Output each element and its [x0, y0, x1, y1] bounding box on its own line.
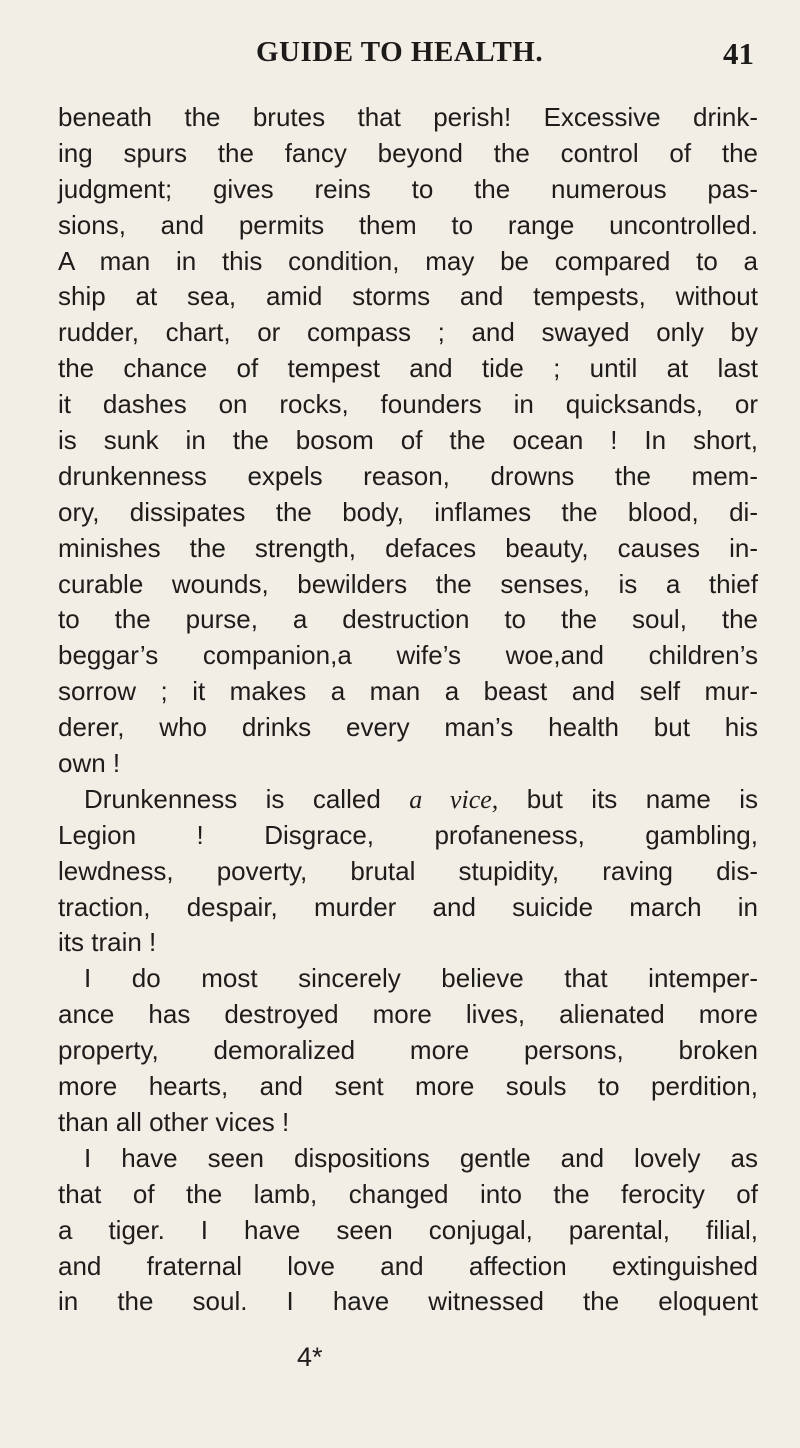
text-line: more hearts, and sent more souls to perdition,	[58, 1071, 758, 1102]
text-line: than all other vices !	[58, 1106, 290, 1137]
text-span: but its name is	[498, 783, 758, 814]
text-line: that of the lamb, changed into the ferocity of	[58, 1178, 758, 1209]
text-line: a tiger. I have seen conjugal, parental, filial,	[58, 1214, 758, 1245]
paragraph-2	[58, 782, 758, 961]
text-line: ship at sea, amid storms and tempests, without	[58, 281, 758, 312]
text-line: I have seen dispositions gentle and lovely as	[84, 1142, 758, 1173]
text-line: derer, who drinks every man’s health but his	[58, 712, 758, 743]
paragraph-1	[58, 100, 758, 782]
text-line: curable wounds, bewilders the senses, is a thief	[58, 568, 758, 599]
text-line	[58, 782, 758, 818]
text-line: and fraternal love and affection extinguished	[58, 1250, 758, 1281]
text-line: beneath the brutes that perish! Excessive drink-	[58, 102, 758, 132]
text-line: its train !	[58, 927, 157, 958]
text-line: ory, dissipates the body, inflames the blood, di-	[58, 496, 758, 527]
text-line: I do most sincerely believe that intemper-	[84, 963, 758, 994]
text-span: Drunkenness is called	[84, 783, 410, 814]
running-head: GUIDE TO HEALTH.	[256, 36, 544, 68]
emphasis-text: a vice,	[409, 784, 499, 814]
text-line: ing spurs the fancy beyond the control of the	[58, 137, 758, 168]
text-line: sorrow ; it makes a man a beast and self mur-	[58, 676, 758, 707]
text-line: own !	[58, 748, 121, 779]
paragraph-3	[58, 961, 758, 1140]
text-line: Legion ! Disgrace, profaneness, gambling,	[58, 819, 758, 850]
text-line: traction, despair, murder and suicide march in	[58, 891, 758, 922]
text-line: A man in this condition, may be compared to a	[58, 245, 758, 276]
text-line: drunkenness expels reason, drowns the mem-	[58, 460, 758, 491]
text-line: to the purse, a destruction to the soul, the	[58, 604, 758, 635]
text-line: judgment; gives reins to the numerous pas-	[58, 173, 758, 204]
text-line: lewdness, poverty, brutal stupidity, raving dis-	[58, 855, 758, 886]
text-line: in the soul. I have witnessed the eloquent	[58, 1286, 758, 1317]
page-number: 41	[723, 36, 754, 71]
text-line: beggar’s companion,a wife’s woe,and children’s	[58, 640, 758, 671]
page-header	[60, 36, 756, 76]
text-line: sions, and permits them to range uncontrolled.	[58, 209, 758, 240]
text-line: property, demoralized more persons, broken	[58, 1035, 758, 1066]
text-line: rudder, chart, or compass ; and swayed only by	[58, 317, 758, 348]
paragraph-4	[58, 1141, 758, 1320]
text-line: it dashes on rocks, founders in quicksands, or	[58, 389, 758, 420]
text-line: minishes the strength, defaces beauty, causes in-	[58, 532, 758, 563]
text-line: ance has destroyed more lives, alienated more	[58, 999, 758, 1030]
text-line: the chance of tempest and tide ; until at last	[58, 353, 758, 384]
text-line: is sunk in the bosom of the ocean ! In short,	[58, 425, 758, 456]
signature-mark: 4*	[297, 1342, 323, 1372]
body-text	[58, 100, 758, 1320]
